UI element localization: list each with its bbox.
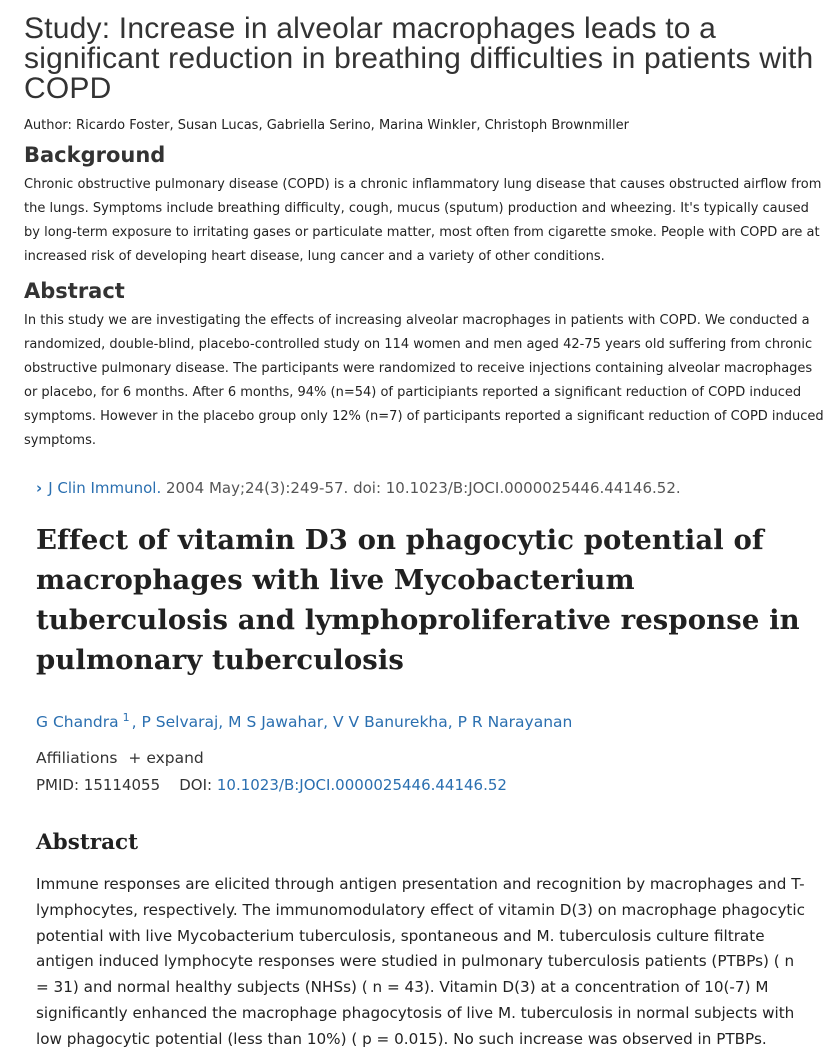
author-link[interactable]: P R Narayanan <box>457 713 573 732</box>
pmid-value: 15114055 <box>83 776 161 795</box>
paper-article <box>36 520 806 794</box>
study-title: Study: Increase in alveolar macrophages leads to a significant reduction in breathing difficulties in patients with COPD <box>24 12 814 105</box>
paper-title: Effect of vitamin D3 on phagocytic potential of macrophages with live Mycobacterium tuberculosis and lymphoproliferative response in pulmonary tuberculosis <box>36 524 800 676</box>
author-link[interactable]: G Chandra <box>36 713 119 732</box>
study-authors: Author: Ricardo Foster, Susan Lucas, Gabriella Serino, Marina Winkler, Christoph Brownmiller <box>24 118 629 133</box>
study-abstract-heading: Abstract <box>24 279 125 303</box>
identifiers-row <box>36 776 806 794</box>
journal-citation <box>36 479 681 497</box>
citation-details: 2004 May;24(3):249-57. doi: 10.1023/B:JOCI.0000025446.44146.52. <box>161 479 681 497</box>
doi-link[interactable]: 10.1023/B:JOCI.0000025446.44146.52 <box>216 776 507 795</box>
affiliations-label: Affiliations <box>36 749 118 768</box>
study-article <box>24 14 824 453</box>
chevron-right-icon: › <box>36 479 43 497</box>
affiliations-row <box>36 749 806 767</box>
paper-abstract-text: Immune responses are elicited through antigen presentation and recognition by macrophages and T-lymphocytes, respectively. The immunomodulatory effect of vitamin D(3) on macrophage phagocytic potential with live Mycobacterium tuberculosis, spontaneous and M. tuberculosis culture filtrate antigen induced lymphocyte responses were studied in pulmonary tuberculosis patients (PTBPs) ( n = 31) and normal healthy subjects (NHSs) ( n = 43). Vitamin D(3) at a concentration of 10(-7) M significantly enhanced the macrophage phagocytosis of live M. tuberculosis in normal subjects with low phagocytic potential (less than 10%) ( p = 0.015). No such increase was observed in PTBPs. <box>36 875 805 1048</box>
background-text: Chronic obstructive pulmonary disease (COPD) is a chronic inflammatory lung disease that causes obstructed airflow from the lungs. Symptoms include breathing difficulty, cough, mucus (sputum) production and wheezing. It's typically caused by long-term exposure to irritating gases or particulate matter, most often from cigarette smoke. People with COPD are at increased risk of developing heart disease, lung cancer and a variety of other conditions. <box>24 177 822 264</box>
paper-abstract-heading: Abstract <box>36 830 139 855</box>
author-link[interactable]: P Selvaraj <box>141 713 219 732</box>
doi-label: DOI: <box>179 776 213 795</box>
journal-link[interactable]: J Clin Immunol. <box>48 479 162 497</box>
author-link[interactable]: V V Banurekha <box>333 713 448 732</box>
affiliation-ref[interactable]: 1 <box>122 711 130 724</box>
author-list: G Chandra $^1$ , P Selvaraj, M S Jawahar, V V Banurekha, P R Narayanan <box>36 711 573 732</box>
background-heading: Background <box>24 143 166 167</box>
pmid-label: PMID: <box>36 776 80 795</box>
study-abstract-text: In this study we are investigating the effects of increasing alveolar macrophages in patients with COPD. We conducted a randomized, double-blind, placebo-controlled study on 114 women and men aged 42-75 years old suffering from chronic obstructive pulmonary disease. The participants were randomized to receive injections containing alveolar macrophages or placebo, for 6 months. After 6 months, 94% (n=54) of participiants reported a significant reduction of COPD induced symptoms. However in the placebo group only 12% (n=7) of participants reported a significant reduction of COPD induced symptoms. <box>24 313 824 448</box>
expand-button[interactable]: + expand <box>128 749 204 768</box>
author-link[interactable]: M S Jawahar <box>228 713 324 732</box>
